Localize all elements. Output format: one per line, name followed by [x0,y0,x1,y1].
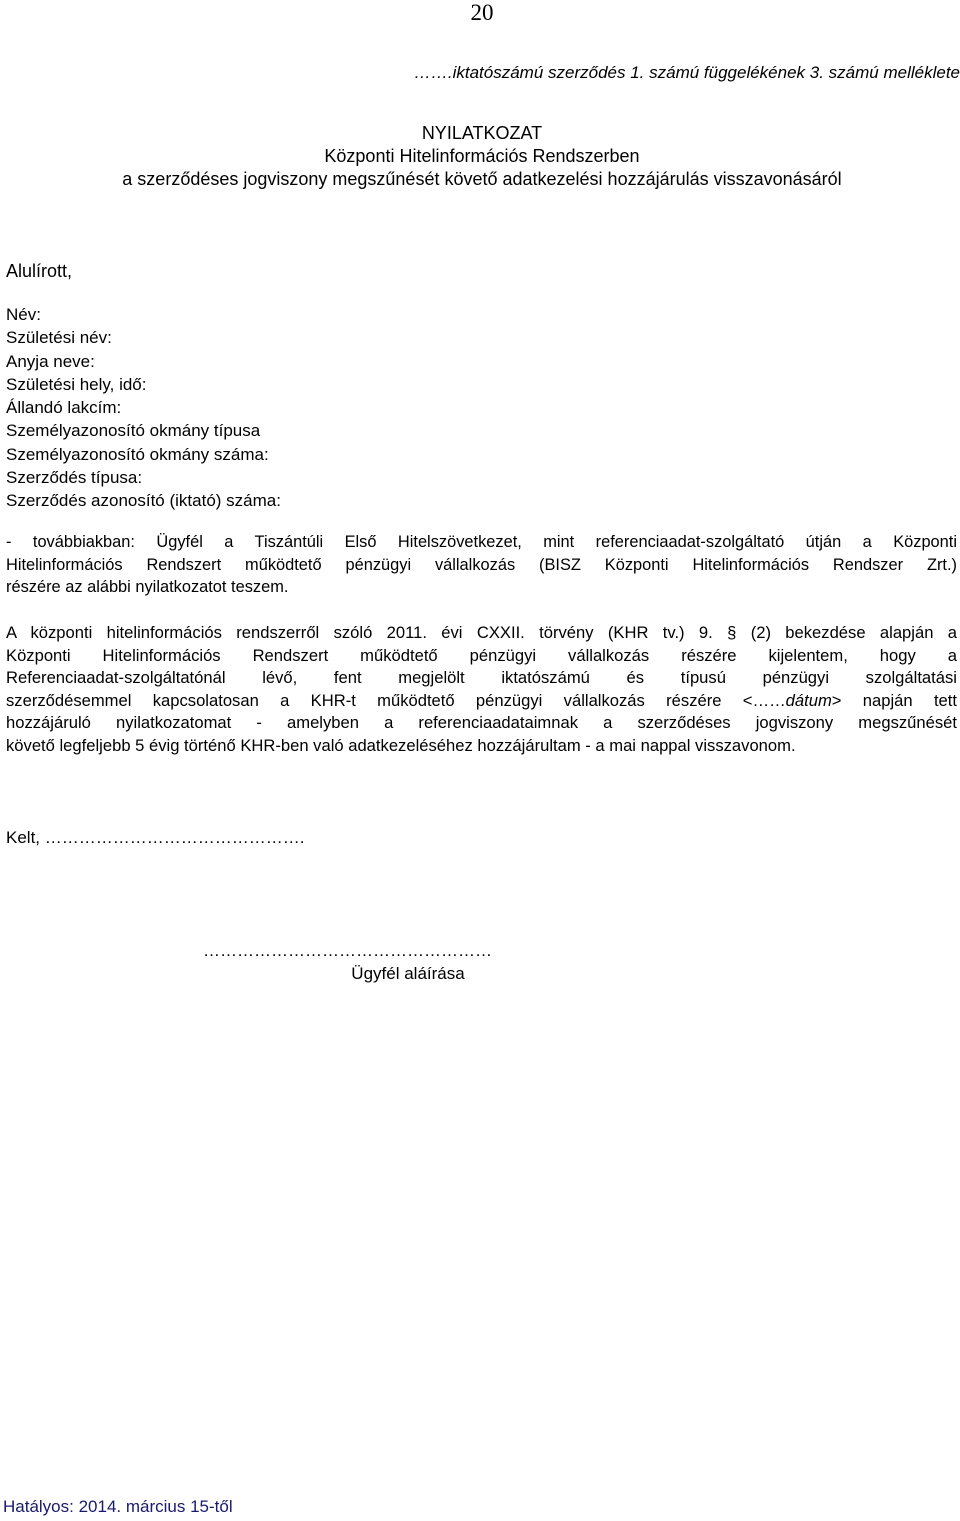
field-label-birth-name: Születési név: [6,328,112,348]
text-span: (2) bekezdése alapján a [750,623,957,642]
section-sign: § [727,623,737,642]
text-span: szerződésemmel kapcsolatosan a KHR-t működtető pénzügyi vállalkozás részére <…… [6,690,786,710]
signature-dotted-line: …………………………………………… [203,941,492,960]
paragraph-line: Hitelinformációs Rendszert működtető pénzügyi vállalkozás (BISZ Központi Hitelinformációs Rendszer Zrt.) [6,555,957,574]
field-label-id-type: Személyazonosító okmány típusa [6,421,261,441]
text-span: A központi hitelinformációs rendszerről szóló 2011. évi CXXII. törvény (KHR tv.) 9. [6,623,713,642]
field-label-id-number: Személyazonosító okmány száma: [6,444,269,464]
field-label-mother-name: Anyja neve: [6,351,95,371]
document-subtitle-2: a szerződéses jogviszony megszűnését követő adatkezelési hozzájárulás visszavonásáról [122,169,842,189]
paragraph-line: hozzájáruló nyilatkozatomat - amelyben a referenciaadataimnak a szerződéses jogviszony megszűnését [6,713,957,733]
paragraph-line: részére az alábbi nyilatkozatot teszem. [6,578,289,597]
date-placeholder: dátum [785,690,832,710]
place-date-line: Kelt, ………………………………………. [6,828,305,847]
paragraph-line: Központi Hitelinformációs Rendszert működtető pénzügyi vállalkozás részére kijelentem, hogy a [6,645,957,665]
paragraph-line: - továbbiakban: Ügyfél a Tiszántúli Első Hitelszövetkezet, mint referenciaadat-szolgáltató útján a Központi [6,533,957,551]
signature-label: Ügyfél aláírása [351,964,465,983]
document-title: NYILATKOZAT [421,123,543,143]
field-label-contract-type: Szerződés típusa: [6,468,143,488]
text-span: > napján tett [831,690,957,710]
annex-heading: …….iktatószámú szerződés 1. számú függelékének 3. számú melléklete [413,63,960,82]
page-number: 20 [470,0,494,25]
intro-text: Alulírott, [6,261,73,281]
document-subtitle: Központi Hitelinformációs Rendszerben [324,146,640,166]
effective-date-footer: Hatályos: 2014. március 15-től [3,1497,233,1516]
paragraph-line: Referenciaadat-szolgáltatónál lévő, fent megjelölt iktatószámú és típusú pénzügyi szolgáltatási [6,668,957,688]
paragraph-line [6,690,957,713]
personal-data-fields [6,303,281,513]
field-label-contract-id: Szerződés azonosító (iktató) száma: [6,491,281,511]
paragraph-withdrawal [6,622,957,758]
paragraph-line: követő legfeljebb 5 évig történő KHR-ben való adatkezeléséhez hozzájárultam - a mai nappal visszavonom. [6,735,796,755]
paragraph-client-statement [6,531,957,599]
paragraph-line [6,622,957,645]
field-label-name: Név: [6,305,41,324]
field-label-address: Állandó lakcím: [6,398,122,418]
field-label-birth-place-date: Születési hely, idő: [6,374,147,394]
